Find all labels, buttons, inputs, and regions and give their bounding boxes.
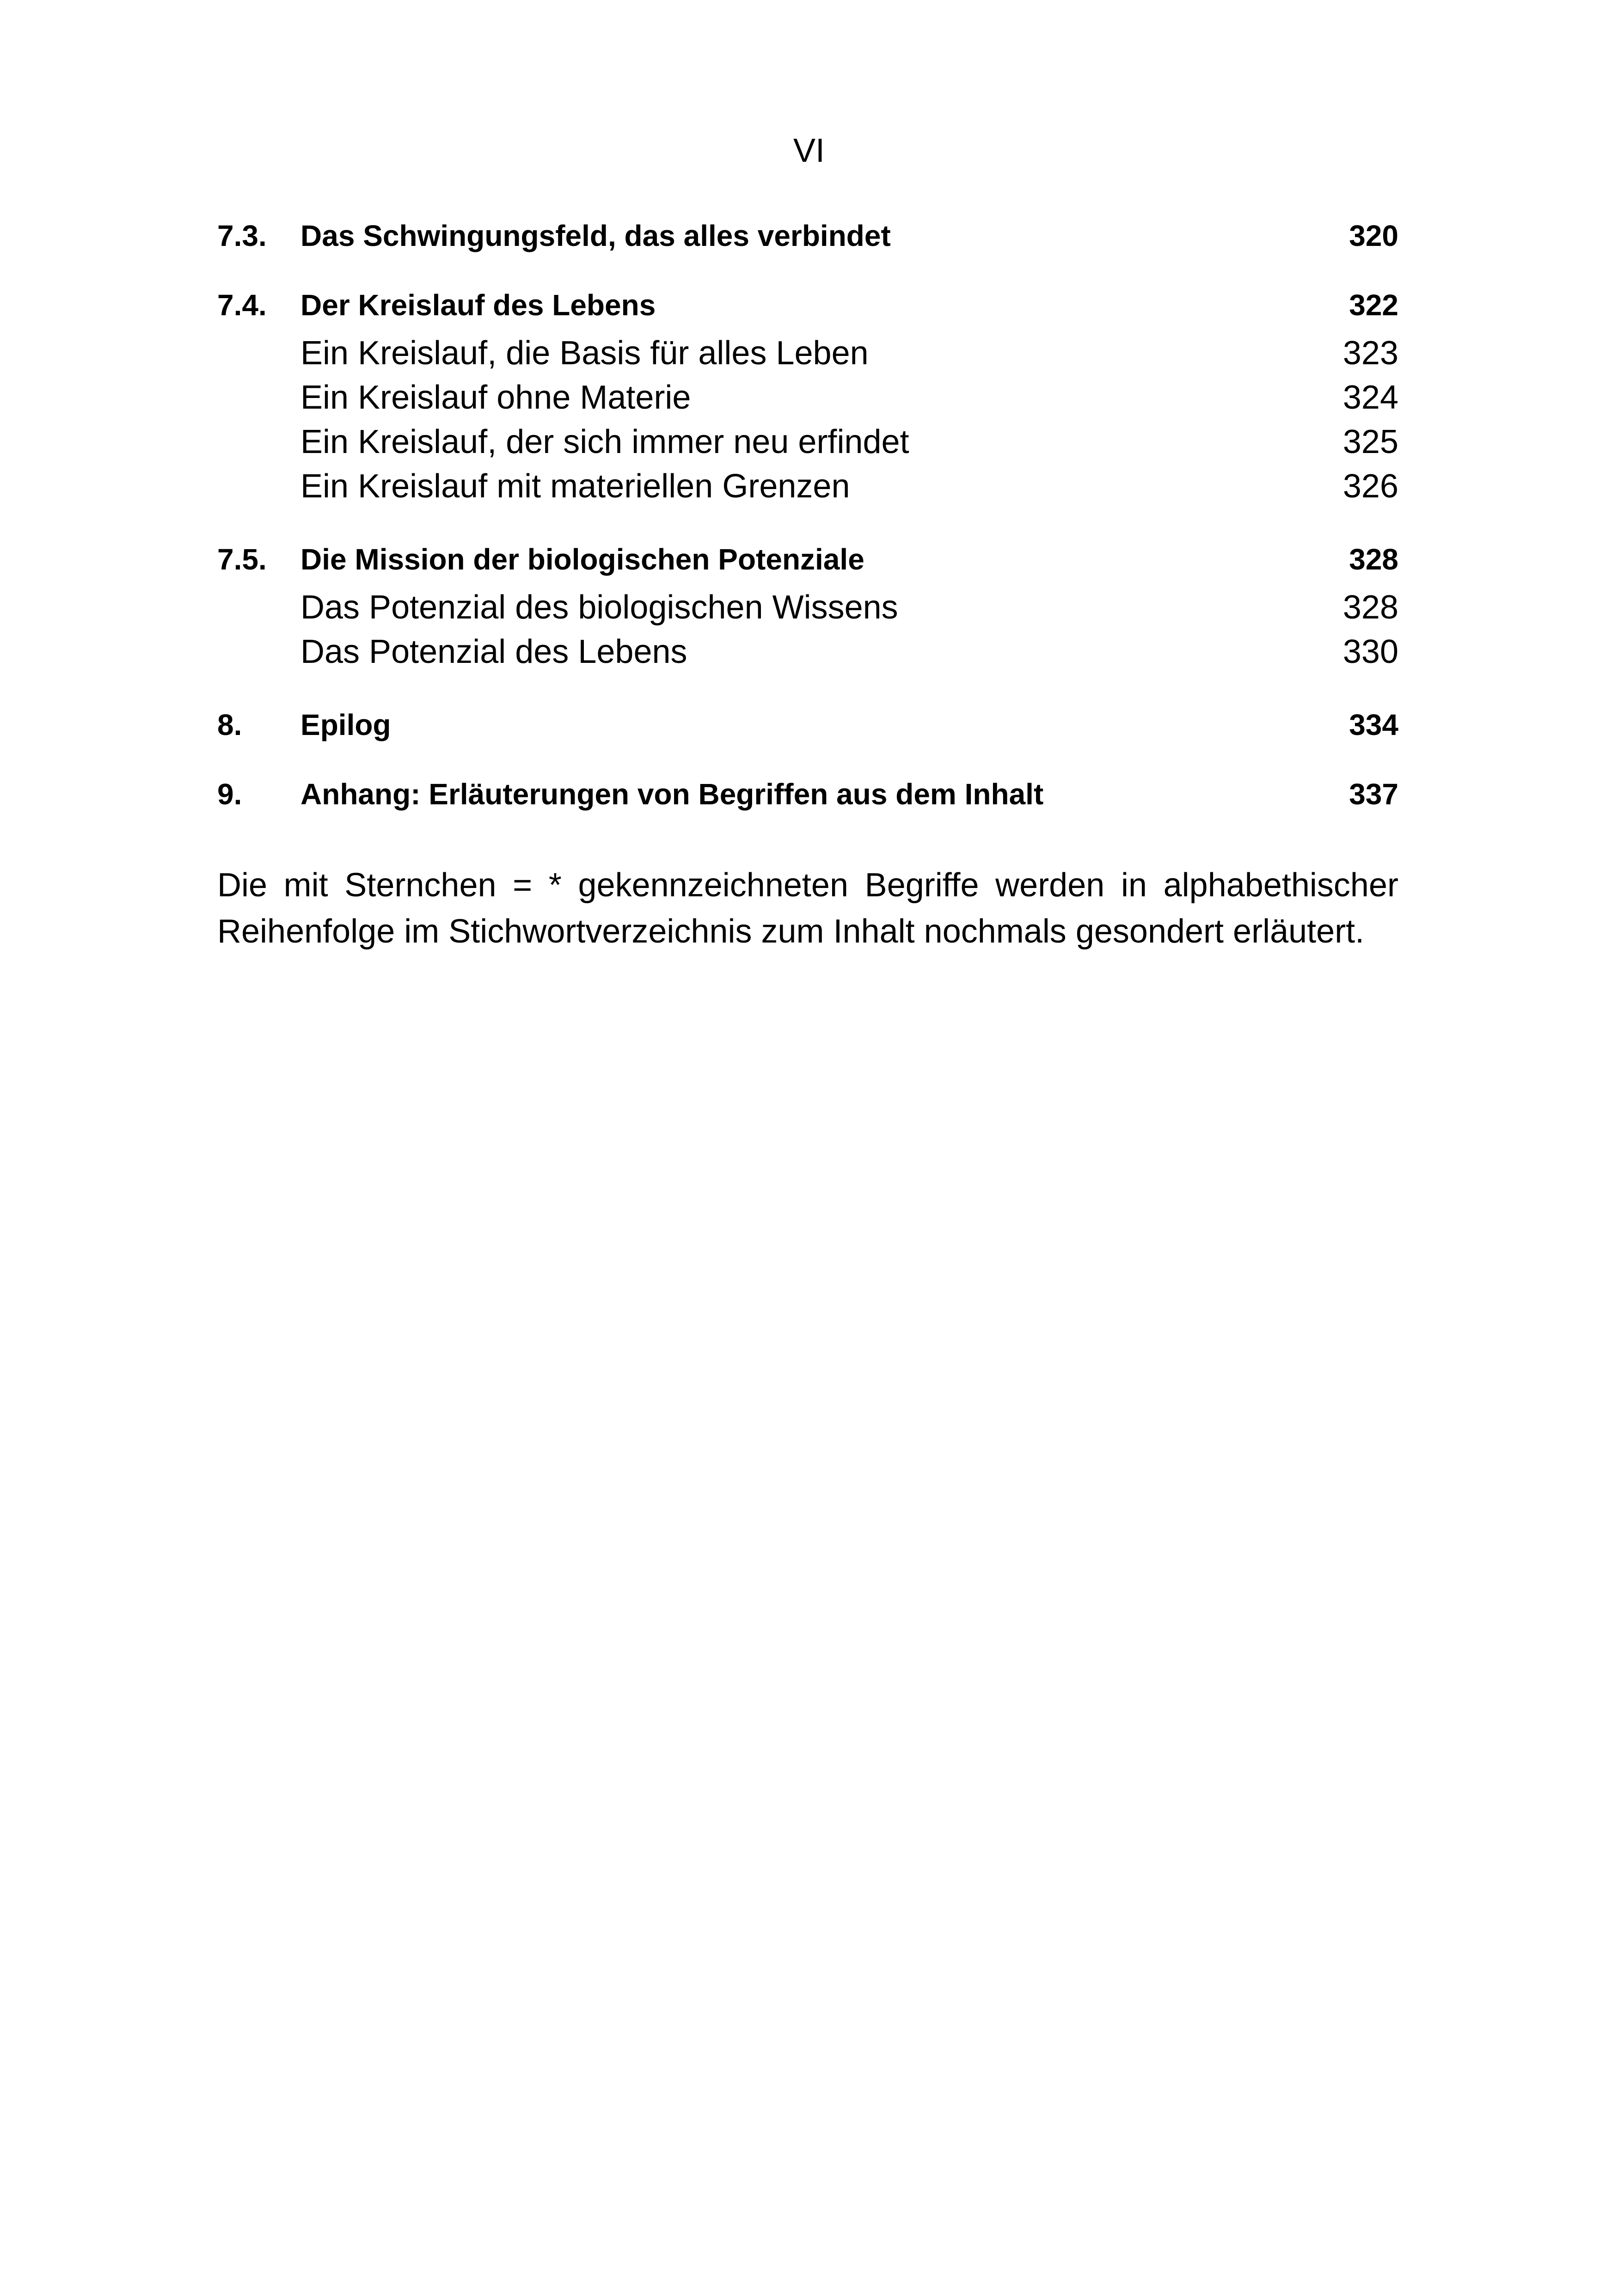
toc-section-heading <box>217 706 1398 743</box>
entry-page: 330 <box>1342 633 1398 670</box>
entry-title: Ein Kreislauf mit materiellen Grenzen <box>300 468 850 505</box>
section-title: Die Mission der biologischen Potenziale <box>300 543 864 576</box>
toc-section <box>217 706 1398 743</box>
footnote: Die mit Sternchen = * gekennzeichneten Begriffe werden in alphabethischer Reihenfolge im Stichwortverzeichnis zum Inhalt nochmals gesondert erläutert. <box>217 867 1398 950</box>
toc-entry <box>217 464 1398 508</box>
table-of-contents <box>217 217 1398 845</box>
entry-page: 324 <box>1342 379 1398 416</box>
section-number: 7.3. <box>217 219 267 252</box>
page-number: VI <box>793 132 825 169</box>
entry-title: Ein Kreislauf, der sich immer neu erfindet <box>300 423 909 460</box>
toc-section <box>217 541 1398 674</box>
entry-page: 325 <box>1342 423 1398 460</box>
toc-section-heading <box>217 287 1398 324</box>
section-page: 322 <box>1349 288 1398 322</box>
section-page: 337 <box>1349 778 1398 811</box>
toc-entry <box>217 585 1398 630</box>
section-number: 9. <box>217 778 242 811</box>
toc-section-heading <box>217 217 1398 254</box>
toc-entry <box>217 420 1398 464</box>
entry-title: Das Potenzial des biologischen Wissens <box>300 589 898 626</box>
section-title: Der Kreislauf des Lebens <box>300 288 656 322</box>
entry-title: Ein Kreislauf ohne Materie <box>300 379 691 416</box>
section-title: Anhang: Erläuterungen von Begriffen aus dem Inhalt <box>300 778 1044 811</box>
section-title: Das Schwingungsfeld, das alles verbindet <box>300 219 891 252</box>
section-number: 7.4. <box>217 288 267 322</box>
entry-title: Ein Kreislauf, die Basis für alles Leben <box>300 335 869 372</box>
toc-section <box>217 217 1398 254</box>
section-title: Epilog <box>300 708 391 741</box>
toc-section-heading <box>217 776 1398 813</box>
toc-section-heading <box>217 541 1398 578</box>
section-number: 7.5. <box>217 543 267 576</box>
toc-entry <box>217 331 1398 375</box>
section-number: 8. <box>217 708 242 741</box>
toc-entry <box>217 630 1398 674</box>
entry-title: Das Potenzial des Lebens <box>300 633 687 670</box>
section-page: 334 <box>1349 708 1398 741</box>
toc-section <box>217 776 1398 813</box>
toc-section <box>217 287 1398 508</box>
section-page: 328 <box>1349 543 1398 576</box>
toc-entry <box>217 375 1398 420</box>
entry-page: 323 <box>1342 335 1398 372</box>
entry-page: 328 <box>1342 589 1398 626</box>
section-page: 320 <box>1349 219 1398 252</box>
entry-page: 326 <box>1342 468 1398 505</box>
